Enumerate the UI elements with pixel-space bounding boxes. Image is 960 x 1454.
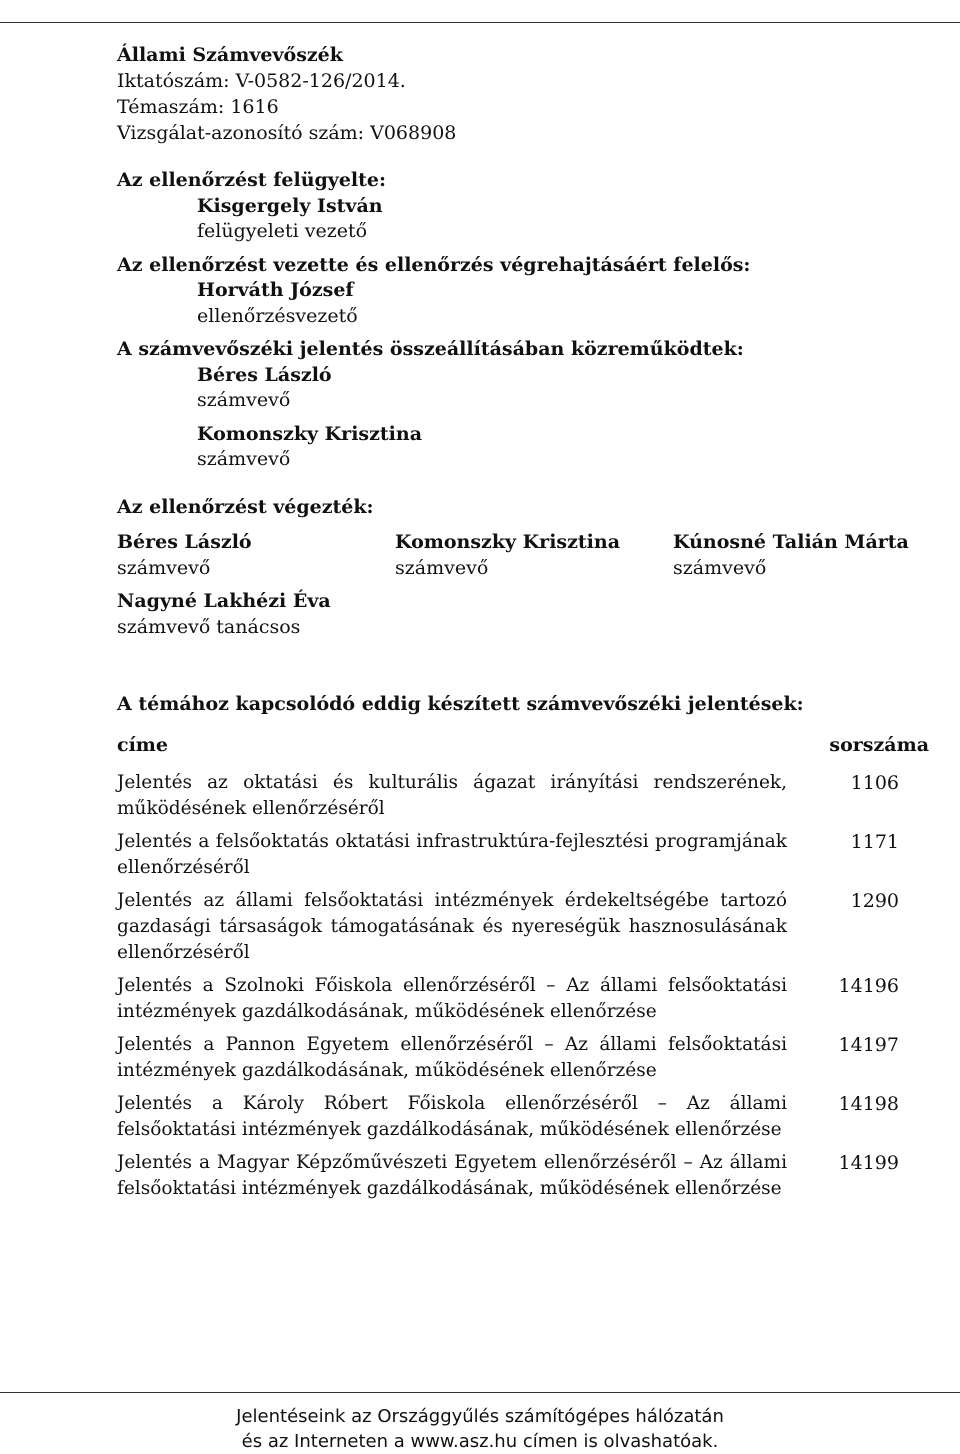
report-number: 1106 <box>850 771 899 794</box>
bottom-rule <box>0 1392 960 1393</box>
lead-section <box>117 253 929 330</box>
auditor-entry <box>395 530 673 581</box>
column-header-number: sorszáma <box>829 733 929 756</box>
column-header-title: címe <box>117 733 168 756</box>
auditors-section <box>117 495 929 649</box>
footer-line-1: Jelentéseink az Országgyűlés számítógépes hálózatán <box>236 1406 724 1427</box>
report-row <box>117 1150 929 1202</box>
subject-number: Témaszám: 1616 <box>117 96 279 118</box>
contributors-heading: A számvevőszéki jelentés összeállításában közreműködtek: <box>117 338 744 360</box>
reports-column-headers <box>117 732 929 758</box>
auditor-role: számvevő <box>117 556 211 579</box>
report-row <box>117 770 929 822</box>
top-rule <box>0 22 960 23</box>
auditor-name: Béres László <box>117 531 252 553</box>
report-number: 14197 <box>838 1033 899 1056</box>
contributor-name: Béres László <box>197 363 332 386</box>
report-row <box>117 1091 929 1143</box>
contributor-role: számvevő <box>197 389 291 411</box>
auditor-entry <box>117 530 395 581</box>
auditor-role: számvevő tanácsos <box>117 615 301 638</box>
report-title: Jelentés a Pannon Egyetem ellenőrzéséről – Az állami felsőoktatási intézmények gazdálkodásának, működésének ellenőrzése <box>117 1033 787 1081</box>
report-number: 14198 <box>838 1092 899 1115</box>
auditors-grid <box>117 530 929 648</box>
report-title: Jelentés a felsőoktatás oktatási infrastruktúra-fejlesztési programjának ellenőrzéséről <box>117 830 787 878</box>
contributor-role: számvevő <box>197 448 291 470</box>
report-number: 14199 <box>838 1151 899 1174</box>
auditor-name: Kúnosné Talián Márta <box>673 531 909 553</box>
auditor-entry <box>673 530 929 581</box>
report-row <box>117 973 929 1025</box>
supervisor-name: Kisgergely István <box>197 194 383 217</box>
supervisor-heading: Az ellenőrzést felügyelte: <box>117 169 387 191</box>
footer <box>0 1404 960 1454</box>
document-body <box>117 42 929 1209</box>
header-block <box>117 42 929 146</box>
auditor-entry <box>117 589 395 640</box>
report-number: 1171 <box>850 830 899 853</box>
supervisor-section <box>117 168 929 245</box>
reports-heading: A témához kapcsolódó eddig készített számvevőszéki jelentések: <box>117 693 804 715</box>
report-title: Jelentés a Szolnoki Főiskola ellenőrzéséről – Az állami felsőoktatási intézmények gazdálkodásának, működésének ellenőrzése <box>117 974 787 1022</box>
contributors-section <box>117 337 929 473</box>
reports-section <box>117 692 929 1202</box>
auditor-role: számvevő <box>673 556 767 579</box>
report-row <box>117 1032 929 1084</box>
lead-name: Horváth József <box>197 279 354 301</box>
auditor-name: Nagyné Lakhézi Éva <box>117 590 331 612</box>
report-title: Jelentés az állami felsőoktatási intézmények érdekeltségébe tartozó gazdasági társaságok támogatásának és nyereségük hasznosulásának ellenőrzéséről <box>117 889 787 963</box>
audit-id: Vizsgálat-azonosító szám: V068908 <box>117 122 457 144</box>
report-title: Jelentés a Magyar Képzőművészeti Egyetem ellenőrzéséről – Az állami felsőoktatási intézmények gazdálkodásának, működésének ellenőrzése <box>117 1151 787 1199</box>
footer-line-2: és az Interneten a www.asz.hu címen is olvashatóak. <box>241 1431 719 1452</box>
lead-role: ellenőrzésvezető <box>197 304 358 327</box>
auditors-heading: Az ellenőrzést végezték: <box>117 495 374 518</box>
filing-number: Iktatószám: V-0582-126/2014. <box>117 70 406 92</box>
contributor-name: Komonszky Krisztina <box>197 422 423 445</box>
report-number: 1290 <box>850 889 899 912</box>
auditor-role: számvevő <box>395 556 489 579</box>
report-row <box>117 888 929 966</box>
report-title: Jelentés a Károly Róbert Főiskola ellenőrzéséről – Az állami felsőoktatási intézmények gazdálkodásának, működésének ellenőrzése <box>117 1092 787 1140</box>
organization-name: Állami Számvevőszék <box>117 44 343 66</box>
supervisor-role: felügyeleti vezető <box>197 220 368 242</box>
lead-heading: Az ellenőrzést vezette és ellenőrzés végrehajtásáért felelős: <box>117 253 751 276</box>
report-row <box>117 829 929 881</box>
report-title: Jelentés az oktatási és kulturális ágazat irányítási rendszerének, működésének ellenőrzéséről <box>117 771 787 819</box>
auditor-name: Komonszky Krisztina <box>395 531 621 553</box>
report-number: 14196 <box>838 974 899 997</box>
